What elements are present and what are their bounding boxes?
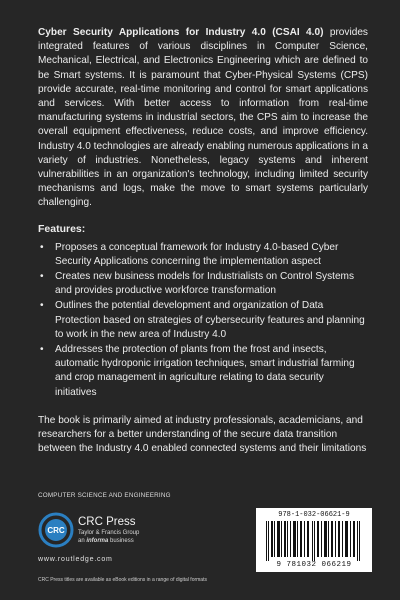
barcode-icon — [266, 521, 362, 561]
isbn-number: 978-1-032-06621-9 — [278, 511, 350, 519]
feature-item: • Addresses the protection of plants from the frost and insects, automatic hydroponic irrigation techniques, smart industrial farming and crop management in agriculture relating to data security initiatives — [40, 344, 355, 398]
feature-item: • Creates new business models for Industrialists on Control Systems and provides productive workforce transformation — [40, 271, 355, 297]
description-body: provides integrated features of various disciplines in Computer Science, Mechanical, Electrical, and Electronics Engineering which are defined to be Smart systems. It is paramount that Cyber-Physical Systems (CPS) provide accurate, real-time monitoring and control for smart applications and services. With better access to information from real-time manufacturing systems in industrial sectors, the CPS aim to increase the overall equipment effectiveness, reduce costs, and improve efficiency. Industry 4.0 technologies are already enabling numerous applications in a variety of industries. Nonetheless, legacy systems and inherent vulnerabilities in an organization's technology, including limited security mechanisms and logs, make the move to smart systems particularly challenging. — [38, 27, 368, 209]
bullet-icon: • — [40, 271, 44, 283]
informa-tagline: an informa business — [78, 538, 134, 544]
features-list — [38, 241, 368, 400]
bullet-icon: • — [40, 300, 44, 312]
logo-letters: CRC — [47, 526, 65, 535]
isbn-barcode — [256, 508, 372, 572]
features-heading: Features: — [38, 222, 86, 235]
publisher-url: www.routledge.com — [38, 556, 113, 563]
publisher-logo — [38, 512, 188, 552]
audience-paragraph: The book is primarily aimed at industry professionals, academicians, and researchers for a better understanding of the secure data transition between the Industry 4.0 enabled connected systems and their limitations — [38, 414, 367, 455]
publisher-group: Taylor & Francis Group — [78, 530, 140, 536]
barcode-digits: 9 781032 066219 — [276, 561, 352, 569]
bullet-icon: • — [40, 344, 44, 356]
subject-category: COMPUTER SCIENCE AND ENGINEERING — [38, 492, 171, 499]
ebook-footnote: CRC Press titles are available as eBook editions in a range of digital formats — [38, 577, 207, 583]
description-paragraph — [38, 26, 368, 211]
feature-item: • Outlines the potential development and organization of Data Protection based on strategies of cybersecurity features and planning to work in the new area of Industry 4.0 — [40, 300, 365, 340]
feature-item: • Proposes a conceptual framework for Industry 4.0-based Cyber Security Applications concerning the implementation aspect — [40, 241, 339, 267]
book-title-lead: Cyber Security Applications for Industry 4.0 (CSAI 4.0) — [38, 27, 324, 38]
crc-logo-icon — [38, 512, 74, 548]
bullet-icon: • — [40, 241, 44, 253]
publisher-name: CRC Press — [78, 516, 136, 528]
back-cover-text — [38, 26, 368, 456]
